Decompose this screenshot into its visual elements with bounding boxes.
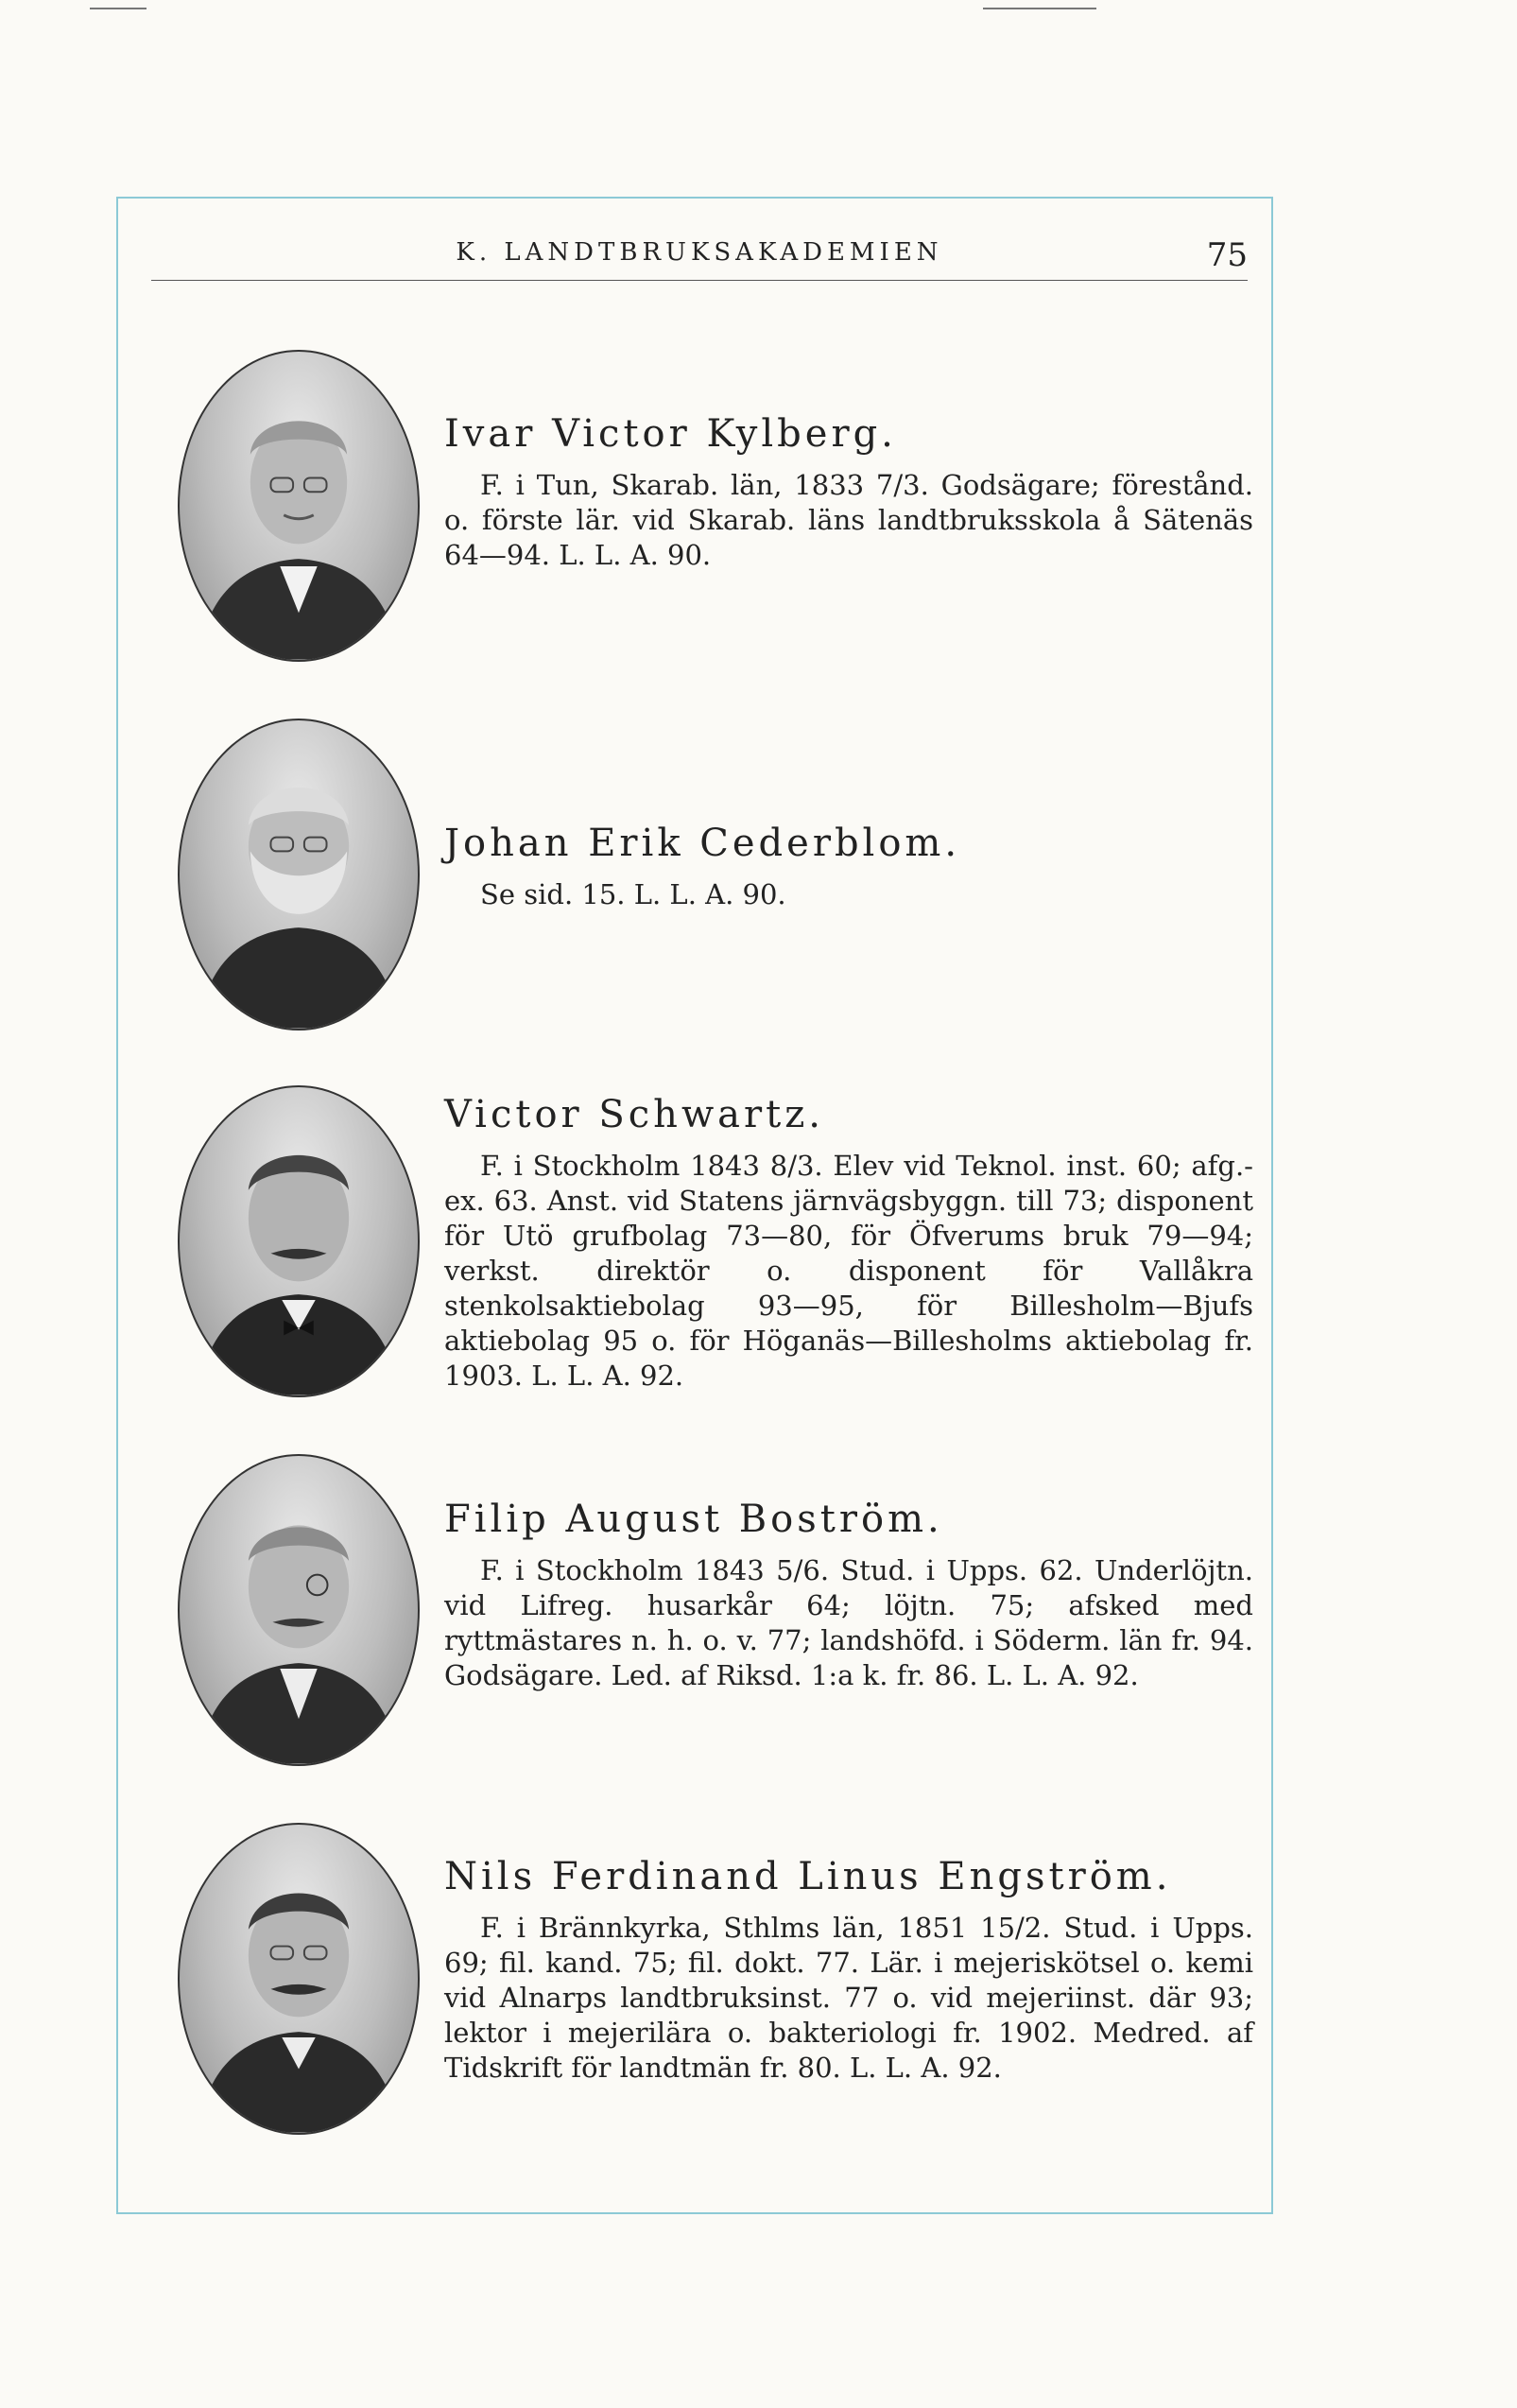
portrait-photo xyxy=(178,1454,420,1766)
portrait-photo xyxy=(178,1085,420,1397)
entry-name: Filip August Boström. xyxy=(444,1498,943,1541)
portrait-figure xyxy=(180,1825,418,2133)
entry-bostrom xyxy=(444,1499,1253,1693)
entry-text: F. i Brännkyrka, Sthlms län, 1851 15/2. Stud. i Upps. 69; fil. kand. 75; fil. dokt. 77. Lär. i mejeriskötsel o. kemi vid Alnarps landtbruksinst. 77 o. vid mejeriinst. där 93; lektor i mejerilära o. bakteriologi fr. 1902. Medred. af Tidskrift för landtmän fr. 80. L. L. A. 92. xyxy=(444,1912,1253,2084)
page-number: 75 xyxy=(1206,236,1248,274)
portrait-figure xyxy=(180,352,418,660)
entry-name: Victor Schwartz. xyxy=(444,1093,825,1136)
portrait-figure xyxy=(180,1087,418,1395)
entry-text: F. i Tun, Skarab. län, 1833 7/3. Godsägare; förestånd. o. förste lär. vid Skarab. läns landtbruksskola å Sätenäs 64—94. L. L. A. 90. xyxy=(444,469,1253,571)
entry-schwartz xyxy=(444,1094,1253,1394)
scan-edge-mark xyxy=(90,8,147,9)
portrait-photo xyxy=(178,350,420,662)
entry-engstrom xyxy=(444,1856,1253,2086)
entry-name: Ivar Victor Kylberg. xyxy=(444,412,897,456)
portrait-photo xyxy=(178,1823,420,2135)
entry-name: Nils Ferdinand Linus Engström. xyxy=(444,1855,1172,1898)
entry-cederblom xyxy=(444,823,1253,912)
entry-kylberg xyxy=(444,413,1253,573)
scan-edge-mark xyxy=(983,8,1096,9)
portrait-figure xyxy=(180,720,418,1029)
portrait-photo xyxy=(178,719,420,1031)
entry-text: F. i Stockholm 1843 5/6. Stud. i Upps. 62. Underlöjtn. vid Lifreg. husarkår 64; löjtn. 75; afsked med ryttmästares n. h. o. v. 77; landshöfd. i Söderm. län fr. 94. Godsägare. Led. af Riksd. 1:a k. fr. 86. L. L. A. 92. xyxy=(444,1554,1253,1691)
running-head-title: K. LANDTBRUKSAKADEMIEN xyxy=(456,238,943,267)
entry-text: Se sid. 15. L. L. A. 90. xyxy=(480,878,786,910)
running-head xyxy=(151,238,1248,281)
entry-text: F. i Stockholm 1843 8/3. Elev vid Teknol. inst. 60; afg.-ex. 63. Anst. vid Statens järnvägsbyggn. till 73; disponent för Utö grufbolag 73—80, för Öfverums bruk 79—94; verkst. direktör o. disponent för Vallåkra stenkolsaktiebolag 93—95, för Billesholm—Bjufs aktiebolag 95 o. för Höganäs—Billesholms aktiebolag fr. 1903. L. L. A. 92. xyxy=(444,1150,1253,1392)
entry-name: Johan Erik Cederblom. xyxy=(444,822,961,865)
portrait-figure xyxy=(180,1456,418,1764)
